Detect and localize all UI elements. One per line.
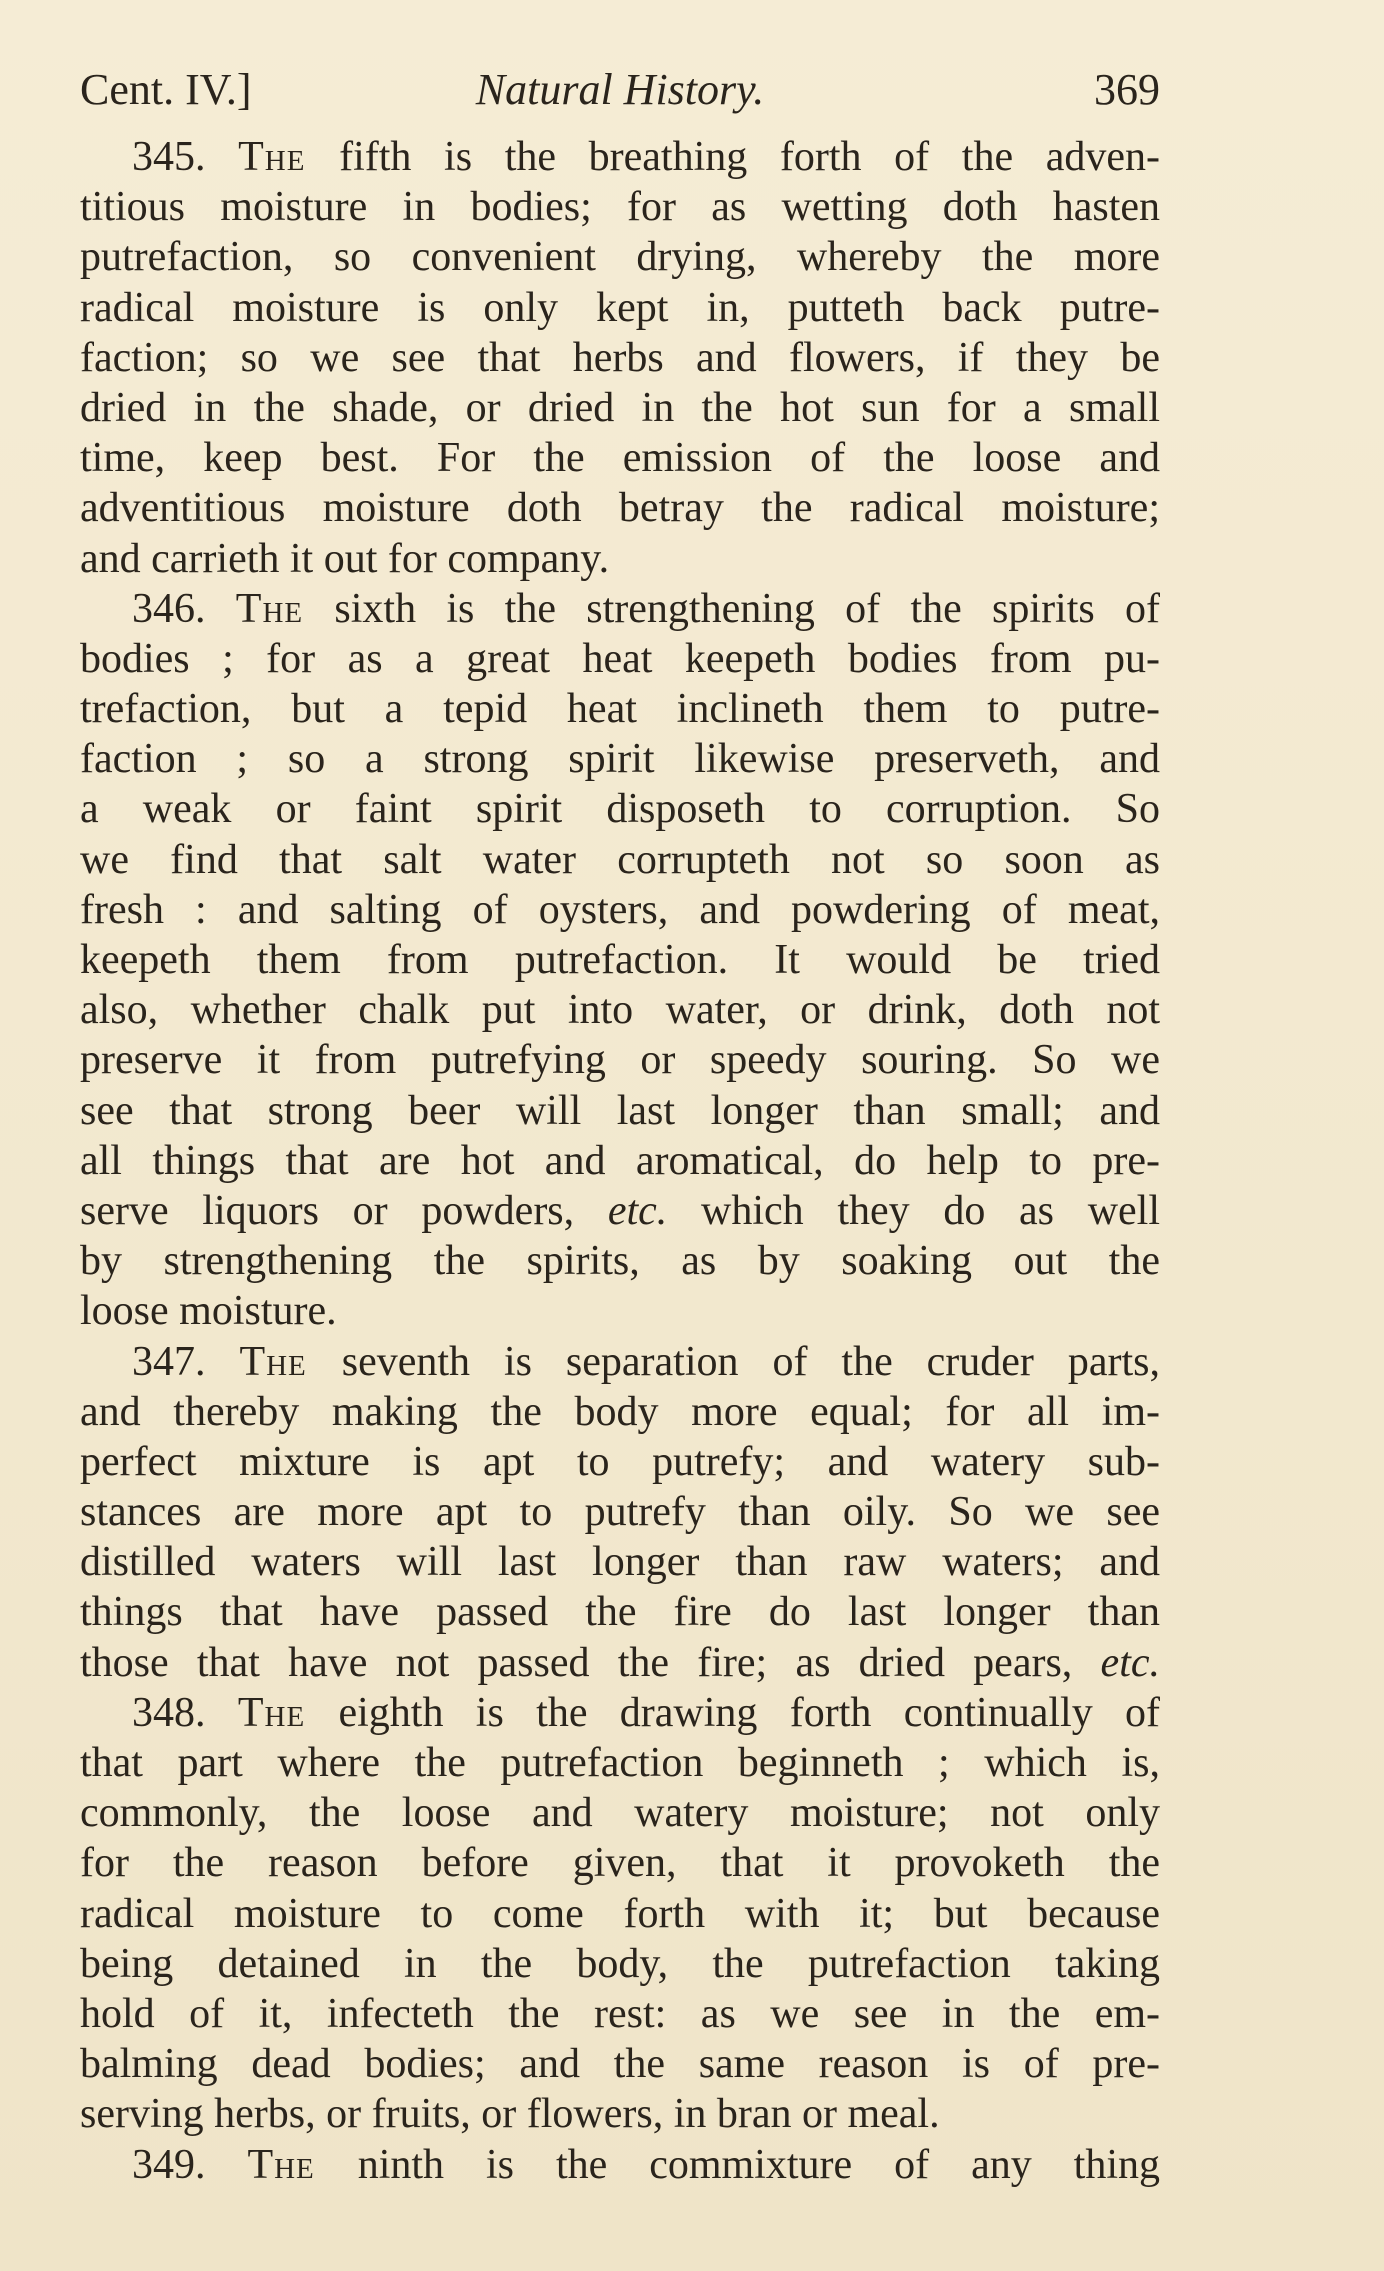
lead-word: The <box>238 134 340 180</box>
line-text: being detained in the body, the putrefaction taking <box>80 1940 1160 1987</box>
text-line <box>80 1989 1160 2039</box>
line-text: eighth is the drawing forth continually of <box>338 1689 1160 1736</box>
line-text: see that strong beer will last longer than small; and <box>80 1087 1160 1134</box>
text-line <box>80 1939 1160 1989</box>
line-text: sixth is the strengthening of the spirits of <box>334 585 1160 632</box>
text-line <box>80 684 1160 734</box>
text-line <box>80 433 1160 483</box>
line-text: by strengthening the spirits, as by soaking out the <box>80 1238 1160 1285</box>
paragraph-start-line <box>80 2140 1160 2190</box>
text-line <box>80 1487 1160 1537</box>
line-text: all things that are hot and aromatical, do help to pre- <box>80 1137 1160 1184</box>
text-line <box>80 1638 1160 1688</box>
text-line <box>80 985 1160 1035</box>
text-line <box>80 634 1160 684</box>
lead-word: The <box>237 1689 339 1736</box>
text-line <box>80 333 1160 383</box>
text-line <box>80 784 1160 834</box>
line-text: that part where the putrefaction beginneth ; which is, <box>80 1740 1160 1786</box>
line-text: fifth is the breathing forth of the adven- <box>339 134 1160 180</box>
line-text: radical moisture is only kept in, putteth back putre- <box>80 284 1160 331</box>
text-line <box>80 835 1160 885</box>
section-number: 348. <box>132 1689 238 1736</box>
text-line <box>80 182 1160 232</box>
text-line <box>80 1186 1160 1236</box>
paragraph-start-line <box>80 1337 1160 1387</box>
line-text: perfect mixture is apt to putrefy; and watery sub- <box>80 1438 1160 1485</box>
running-title: Natural History. <box>475 65 765 114</box>
page-number: 369 <box>1094 65 1160 114</box>
text-line <box>80 283 1160 333</box>
text-line <box>80 1838 1160 1888</box>
line-text: for the reason before given, that it provoketh the <box>80 1840 1160 1887</box>
line-text: adventitious moisture doth betray the radical moisture; <box>80 485 1160 532</box>
line-text: time, keep best. For the emission of the loose and <box>80 435 1160 482</box>
line-text: seventh is separation of the cruder parts, <box>341 1338 1160 1385</box>
text-line <box>80 2089 1160 2139</box>
line-text: serving herbs, or fruits, or flowers, in bran or meal. <box>80 2091 940 2138</box>
text-line <box>80 1537 1160 1587</box>
text-line <box>80 1035 1160 1085</box>
line-text: serve liquors or powders, etc. which they do as well <box>80 1187 1160 1234</box>
lead-word: The <box>247 2141 358 2188</box>
line-text: stances are more apt to putrefy than oily. So we see <box>80 1489 1160 1536</box>
text-line <box>80 1286 1160 1336</box>
line-text: trefaction, but a tepid heat inclineth them to putre- <box>80 686 1160 733</box>
text-line <box>80 483 1160 533</box>
text-line <box>80 1236 1160 1286</box>
text-line <box>80 1788 1160 1838</box>
line-text: dried in the shade, or dried in the hot sun for a small <box>80 384 1160 431</box>
line-text: faction ; so a strong spirit likewise preserveth, and <box>80 736 1160 783</box>
body-text <box>80 132 1160 2190</box>
section-number: 347. <box>132 1338 240 1385</box>
text-line <box>80 1136 1160 1186</box>
line-text: and carrieth it out for company. <box>80 535 610 582</box>
text-line <box>80 232 1160 282</box>
section-number: 349. <box>132 2141 248 2188</box>
text-line <box>80 935 1160 985</box>
line-text: also, whether chalk put into water, or drink, doth not <box>80 987 1160 1034</box>
line-text: radical moisture to come forth with it; but because <box>80 1890 1160 1937</box>
section-marker: Cent. IV.] <box>80 65 252 114</box>
text-line <box>80 534 1160 584</box>
text-line <box>80 383 1160 433</box>
line-text: things that have passed the fire do last longer than <box>80 1589 1160 1636</box>
line-text: keepeth them from putrefaction. It would be tried <box>80 937 1160 983</box>
running-head <box>80 64 1160 124</box>
line-text: we find that salt water corrupteth not so soon as <box>80 836 1160 883</box>
line-text: commonly, the loose and watery moisture; not only <box>80 1790 1160 1837</box>
line-text: hold of it, infecteth the rest: as we see in the em- <box>80 1990 1160 2037</box>
text-line <box>80 1387 1160 1437</box>
line-text: distilled waters will last longer than raw waters; and <box>80 1539 1160 1586</box>
line-text: fresh : and salting of oysters, and powdering of meat, <box>80 886 1160 933</box>
text-line <box>80 734 1160 784</box>
section-number: 346. <box>132 585 236 632</box>
text-line <box>80 1086 1160 1136</box>
line-text: putrefaction, so convenient drying, whereby the more <box>80 234 1160 281</box>
line-text: a weak or faint spirit disposeth to corruption. So <box>80 786 1160 833</box>
section-number: 345. <box>132 134 239 180</box>
line-text: titious moisture in bodies; for as wetting doth hasten <box>80 184 1160 231</box>
line-text: and thereby making the body more equal; for all im- <box>80 1388 1160 1435</box>
line-text: loose moisture. <box>80 1288 337 1335</box>
line-text: bodies ; for as a great heat keepeth bodies from pu- <box>80 635 1160 682</box>
text-line <box>80 2039 1160 2089</box>
line-text: balming dead bodies; and the same reason is of pre- <box>80 2041 1160 2088</box>
text-line <box>80 885 1160 935</box>
text-line <box>80 1889 1160 1939</box>
line-text: faction; so we see that herbs and flowers, if they be <box>80 334 1160 381</box>
lead-word: The <box>239 1338 342 1385</box>
paragraph-start-line <box>80 1688 1160 1738</box>
paragraph-start-line <box>80 132 1160 182</box>
text-line <box>80 1587 1160 1637</box>
lead-word: The <box>235 585 335 632</box>
line-text: preserve it from putrefying or speedy souring. So we <box>80 1037 1160 1084</box>
line-text: ninth is the commixture of any thing <box>357 2141 1160 2188</box>
text-line <box>80 1738 1160 1788</box>
line-text: those that have not passed the fire; as dried pears, etc. <box>80 1639 1160 1686</box>
text-line <box>80 1437 1160 1487</box>
paragraph-start-line <box>80 584 1160 634</box>
